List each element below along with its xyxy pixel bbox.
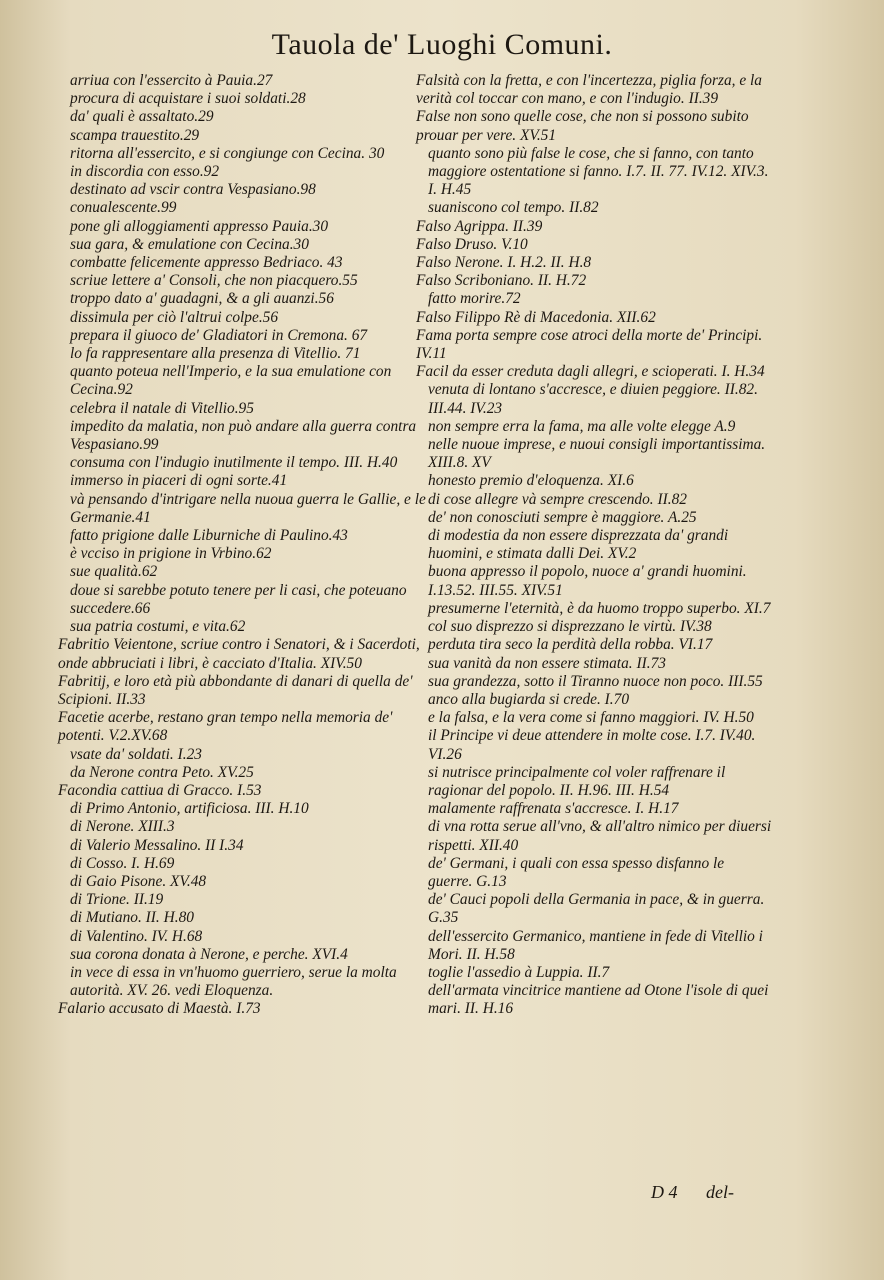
index-entry: de' Cauci popoli della Germania in pace, & in guerra. G.35	[428, 891, 765, 927]
index-entry: Facetie acerbe, restano gran tempo nella memoria de' potenti. V.2.XV.68	[58, 709, 393, 745]
index-entry: destinato ad vscir contra Vespasiano.98	[70, 181, 316, 199]
index-entry: Falso Druso. V.10	[416, 235, 528, 253]
index-entry: malamente raffrenata s'accresce. I. H.17	[428, 800, 679, 818]
page-footer	[627, 1182, 734, 1203]
index-entry: Falario accusato di Maestà. I.73	[58, 1000, 261, 1018]
index-entry: il Principe vi deue attendere in molte cose. I.7. IV.40. VI.26	[428, 727, 756, 763]
index-entry: dell'armata vincitrice mantiene ad Otone l'isole di quei mari. II. H.16	[428, 982, 769, 1018]
index-entry: buona appresso il popolo, nuoce a' grandi huomini. I.13.52. III.55. XIV.51	[428, 563, 747, 599]
index-entry: immerso in piaceri di ogni sorte.41	[70, 472, 288, 490]
index-entry: de' non conosciuti sempre è maggiore. A.25	[428, 508, 697, 526]
index-entry: Falso Scriboniano. II. H.72	[416, 272, 587, 290]
index-entry: honesto premio d'eloquenza. XI.6	[428, 472, 634, 490]
index-entry: di Primo Antonio, artificiosa. III. H.10	[70, 800, 309, 818]
index-entry: in vece di essa in vn'huomo guerriero, serue la molta autorità. XV. 26. vedi Eloquenza.	[70, 963, 397, 1000]
index-entry: presumerne l'eternità, è da huomo troppo superbo. XI.7	[428, 599, 771, 617]
index-entry: de' Germani, i quali con essa spesso disfanno le guerre. G.13	[428, 854, 725, 890]
index-entry: di vna rotta serue all'vno, & all'altro nimico per diuersi rispetti. XII.40	[428, 818, 772, 854]
index-entry: False non sono quelle cose, che non si possono subito prouar per vere. XV.51	[416, 108, 749, 144]
index-entry: è vcciso in prigione in Vrbino.62	[70, 545, 272, 563]
index-entry: di Gaio Pisone. XV.48	[70, 872, 207, 890]
index-entry: prepara il giuoco de' Gladiatori in Cremona. 67	[70, 326, 368, 344]
index-entry: Falso Filippo Rè di Macedonia. XII.62	[416, 308, 656, 326]
index-entry: da Nerone contra Peto. XV.25	[70, 763, 254, 781]
right-column	[416, 72, 772, 1019]
index-entry: suaniscono col tempo. II.82	[428, 199, 599, 217]
index-entry: ritorna all'essercito, e si congiunge con Cecina. 30	[70, 144, 385, 162]
index-entry: di Valentino. IV. H.68	[70, 927, 203, 945]
index-entry: di Mutiano. II. H.80	[70, 909, 194, 927]
index-entry: impedito da malatia, non può andare alla guerra contra Vespasiano.99	[70, 417, 417, 454]
index-entry: và pensando d'intrigare nella nuoua guerra le Gallie, e le Germanie.41	[70, 490, 426, 526]
index-entry: Facondia cattiua di Gracco. I.53	[58, 781, 262, 799]
index-entry: non sempre erra la fama, ma alle volte elegge A.9	[428, 417, 736, 435]
index-entry: si nutrisce principalmente col voler raffrenare il ragionar del popolo. II. H.96. III. H.54	[428, 763, 726, 799]
index-entry: scriue lettere a' Consoli, che non piacquero.55	[70, 272, 358, 290]
index-entry: celebra il natale di Vitellio.95	[70, 399, 254, 417]
index-entry: quanto poteua nell'Imperio, e la sua emulatione con Cecina.92	[70, 363, 392, 399]
index-entry: di cose allegre và sempre crescendo. II.82	[428, 490, 687, 508]
index-entry: Falso Agrippa. II.39	[416, 217, 543, 235]
index-entry: venuta di lontano s'accresce, e diuien peggiore. II.82. III.44. IV.23	[428, 381, 758, 417]
index-entry: combatte felicemente appresso Bedriaco. 43	[70, 254, 343, 272]
index-entry: di Cosso. I. H.69	[70, 854, 175, 872]
index-entry: nelle nuoue imprese, e nuoui consigli importantissima. XIII.8. XV	[428, 436, 766, 472]
index-entry: sua grandezza, sotto il Tiranno nuoce non poco. III.55	[428, 672, 763, 690]
index-entry: da' quali è assaltato.29	[70, 108, 214, 126]
index-entry: vsate da' soldati. I.23	[70, 745, 202, 763]
index-entry: in discordia con esso.92	[70, 163, 220, 181]
index-entry: conualescente.99	[70, 199, 177, 217]
index-entry: pone gli alloggiamenti appresso Pauia.30	[70, 217, 329, 235]
index-entry: sua corona donata à Nerone, e perche. XVI.4	[70, 945, 348, 963]
catchword: del-	[706, 1182, 734, 1202]
index-entry: fatto prigione dalle Liburniche di Paulino.43	[70, 527, 348, 545]
index-entry: quanto sono più false le cose, che si fanno, con tanto maggiore ostentatione si fanno. I.7. II. 77. IV.12. XIV.3. I. H.45	[428, 144, 769, 199]
index-entry: Fama porta sempre cose atroci della morte de' Principi. IV.11	[416, 326, 763, 363]
index-entry: Falso Nerone. I. H.2. II. H.8	[416, 254, 592, 272]
index-entry: arriua con l'essercito à Pauia.27	[70, 72, 273, 89]
index-entry: dell'essercito Germanico, mantiene in fede di Vitellio i Mori. II. H.58	[428, 927, 763, 963]
index-entry: col suo disprezzo si disprezzano le virtù. IV.38	[428, 618, 712, 636]
index-entry: Fabritij, e loro età più abbondante di danari di quella de' Scipioni. II.33	[58, 672, 413, 708]
signature-mark: D 4	[651, 1182, 678, 1202]
left-column	[58, 72, 433, 1019]
index-entry: di Trione. II.19	[70, 891, 164, 909]
index-entry: perduta tira seco la perdità della robba. VI.17	[428, 636, 713, 654]
index-entry: di modestia da non essere disprezzata da' grandi huomini, e stimata dalli Dei. XV.2	[428, 527, 729, 563]
index-entry: di Nerone. XIII.3	[70, 818, 175, 836]
index-entry: di Valerio Messalino. II I.34	[70, 836, 244, 854]
index-entry: anco alla bugiarda si crede. I.70	[428, 690, 630, 708]
index-entry: dissimula per ciò l'altrui colpe.56	[70, 308, 279, 326]
index-entry: doue si sarebbe potuto tenere per li casi, che poteuano succedere.66	[70, 581, 407, 617]
index-entry: sue qualità.62	[70, 563, 158, 581]
index-entry: sua vanità da non essere stimata. II.73	[428, 654, 666, 672]
index-entry: sua patria costumi, e vita.62	[70, 618, 246, 636]
index-entry: Fabritio Veientone, scriue contro i Senatori, & i Sacerdoti, onde abbruciati i libri, è cacciato d'Italia. XIV.50	[58, 636, 420, 672]
index-entry: e la falsa, e la vera come si fanno maggiori. IV. H.50	[428, 709, 754, 727]
index-entry: troppo dato a' guadagni, & a gli auanzi.56	[70, 290, 334, 308]
index-entry: scampa trauestito.29	[70, 126, 200, 144]
index-entry: toglie l'assedio à Luppia. II.7	[428, 963, 610, 981]
index-entry: procura di acquistare i suoi soldati.28	[70, 90, 306, 108]
page-title: Tauola de' Luoghi Comuni.	[271, 28, 613, 61]
index-entry: lo fa rappresentare alla presenza di Vitellio. 71	[70, 345, 361, 363]
index-entry: fatto morire.72	[428, 290, 521, 308]
index-entry: consuma con l'indugio inutilmente il tempo. III. H.40	[70, 454, 398, 472]
index-entry: Facil da esser creduta dagli allegri, e scioperati. I. H.34	[416, 363, 765, 381]
index-entry: Falsità con la fretta, e con l'incertezza, piglia forza, e la verità col toccar con mano, e con l'indugio. II.39	[416, 72, 762, 108]
index-entry: sua gara, & emulatione con Cecina.30	[70, 235, 309, 253]
